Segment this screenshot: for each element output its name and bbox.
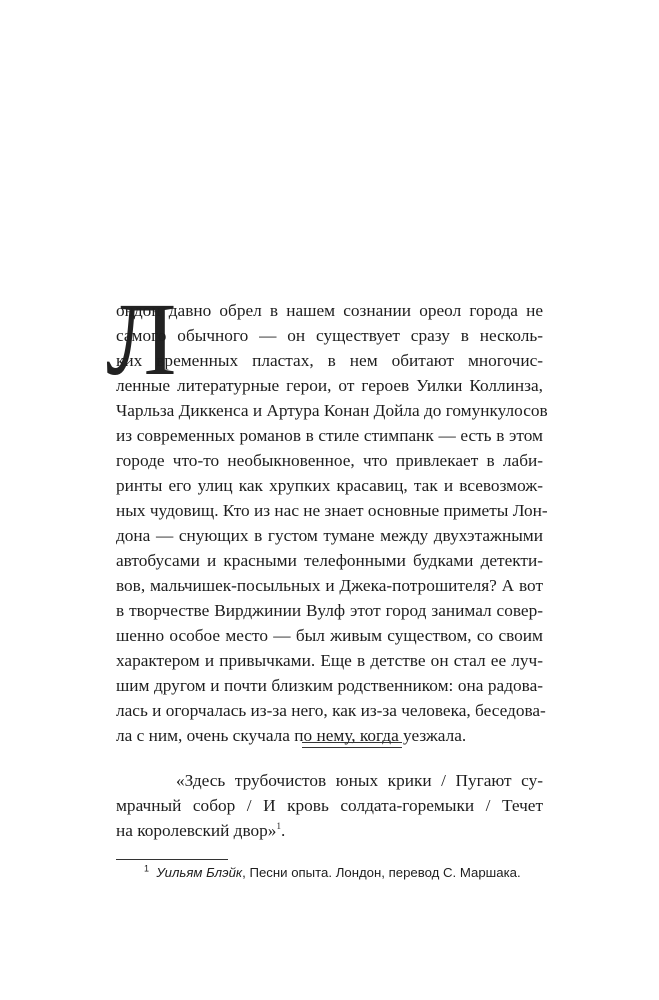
quote-text: на королевский двор»: [116, 821, 277, 840]
text-line: ных чудовищ. Кто из нас не знает основные приметы Лон-: [116, 501, 548, 520]
text-line: ондон давно обрел в нашем сознании ореол города не: [116, 301, 543, 320]
text-line: Чарльза Диккенса и Артура Конан Дойла до гомункулосов: [116, 401, 548, 420]
footnote: [144, 864, 564, 882]
footnote-marker: 1: [144, 863, 150, 874]
quote-line-last: на королевский двор»$^1$.: [116, 821, 286, 840]
text-line: шим другом и почти близким родственником: она радова-: [116, 676, 543, 695]
footnote-rule: [116, 859, 228, 860]
quote-line: «Здесь трубочистов юных крики / Пугают су-: [176, 771, 543, 790]
text-line: в творчестве Вирджинии Вулф этот город занимал совер-: [116, 601, 543, 620]
text-line: шенно особое место — был живым существом, со своим: [116, 626, 543, 645]
text-line: дона — снующих в густом тумане между двухэтажными: [116, 526, 543, 545]
text-line: вов, мальчишек-посыльных и Джека-потрошителя? А вот: [116, 576, 543, 595]
section-divider-top: [302, 742, 402, 743]
text-line: ринты его улиц как хрупких красавиц, так и всевозмож-: [116, 476, 543, 495]
footnote-ref[interactable]: 1: [276, 821, 281, 832]
quote-line: мрачный собор / И кровь солдата-горемыки / Течет: [116, 796, 543, 815]
text-line: из современных романов в стиле стимпанк — есть в этом: [116, 426, 543, 445]
text-line: ленные литературные герои, от героев Уилки Коллинза,: [116, 376, 543, 395]
drop-cap: Л: [106, 282, 177, 397]
text-line: характером и привычками. Еще в детстве он стал ее луч-: [116, 651, 543, 670]
text-line: автобусами и красными телефонными будками детекти-: [116, 551, 543, 570]
footnote-text: , Песни опыта. Лондон, перевод С. Маршака.: [242, 865, 521, 880]
text-line: самого обычного — он существует сразу в несколь-: [116, 326, 543, 345]
text-line: лась и огорчалась из-за него, как из-за человека, беседова-: [116, 701, 546, 720]
text-line: ла с ним, очень скучала по нему, когда уезжала.: [116, 726, 467, 745]
footnote-author: Уильям Блэйк: [156, 865, 243, 880]
text-line: ких временных пластах, в нем обитают многочис-: [116, 351, 543, 370]
text-line: городе что-то необыкновенное, что привлекает в лаби-: [116, 451, 543, 470]
section-divider-bottom: [302, 747, 402, 748]
